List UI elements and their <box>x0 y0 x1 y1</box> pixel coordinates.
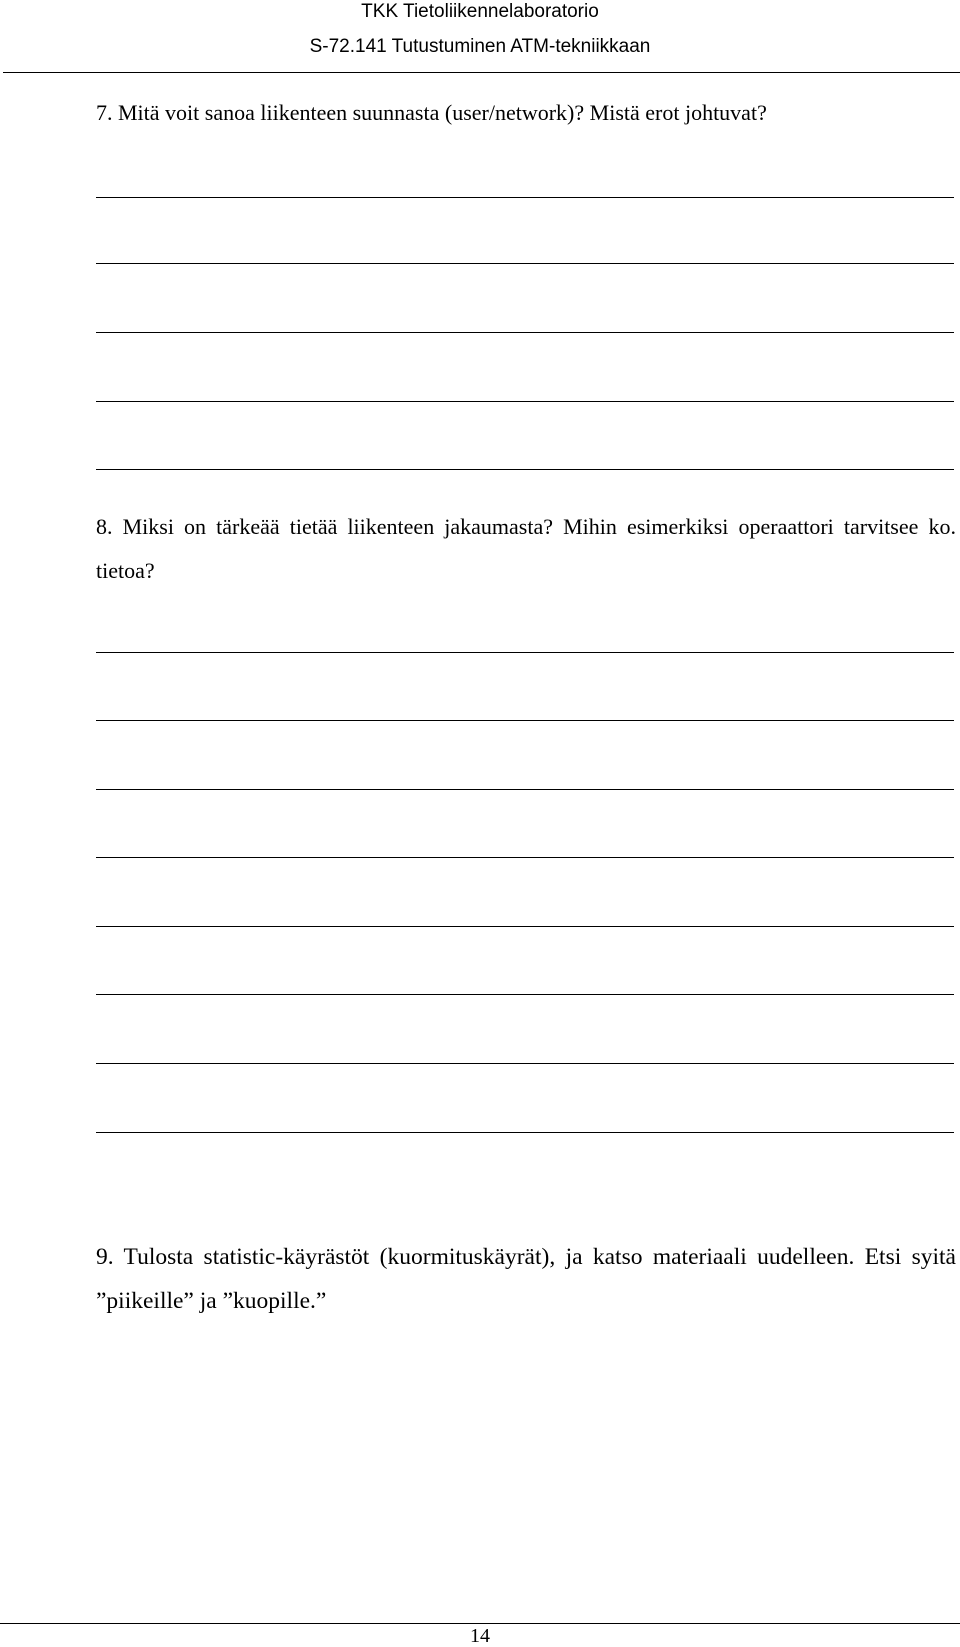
answer-line <box>96 994 954 995</box>
header-course: S-72.141 Tutustuminen ATM-tekniikkaan <box>309 36 651 57</box>
header-organization: TKK Tietoliikennelaboratorio <box>361 1 599 22</box>
question-8: 8. Miksi on tärkeää tietää liikenteen jakaumasta? Mihin esimerkiksi operaattori tarvitsee ko. tietoa? <box>96 514 956 583</box>
answer-line <box>96 1063 954 1064</box>
question-7: 7. Mitä voit sanoa liikenteen suunnasta (user/network)? Mistä erot johtuvat? <box>96 100 767 125</box>
answer-line <box>96 652 954 653</box>
answer-line <box>96 926 954 927</box>
footer-divider <box>0 1623 960 1624</box>
page-number: 14 <box>470 1625 490 1647</box>
answer-line <box>96 332 954 333</box>
answer-line <box>96 789 954 790</box>
header-divider <box>3 72 960 73</box>
question-9: 9. Tulosta statistic-käyrästöt (kuormituskäyrät), ja katso materiaali uudelleen. Etsi syitä ”piikeille” ja ”kuopille.” <box>96 1244 956 1314</box>
answer-line <box>96 263 954 264</box>
answer-line <box>96 857 954 858</box>
answer-line <box>96 401 954 402</box>
answer-line <box>96 197 954 198</box>
answer-line <box>96 469 954 470</box>
answer-line <box>96 1132 954 1133</box>
answer-line <box>96 720 954 721</box>
